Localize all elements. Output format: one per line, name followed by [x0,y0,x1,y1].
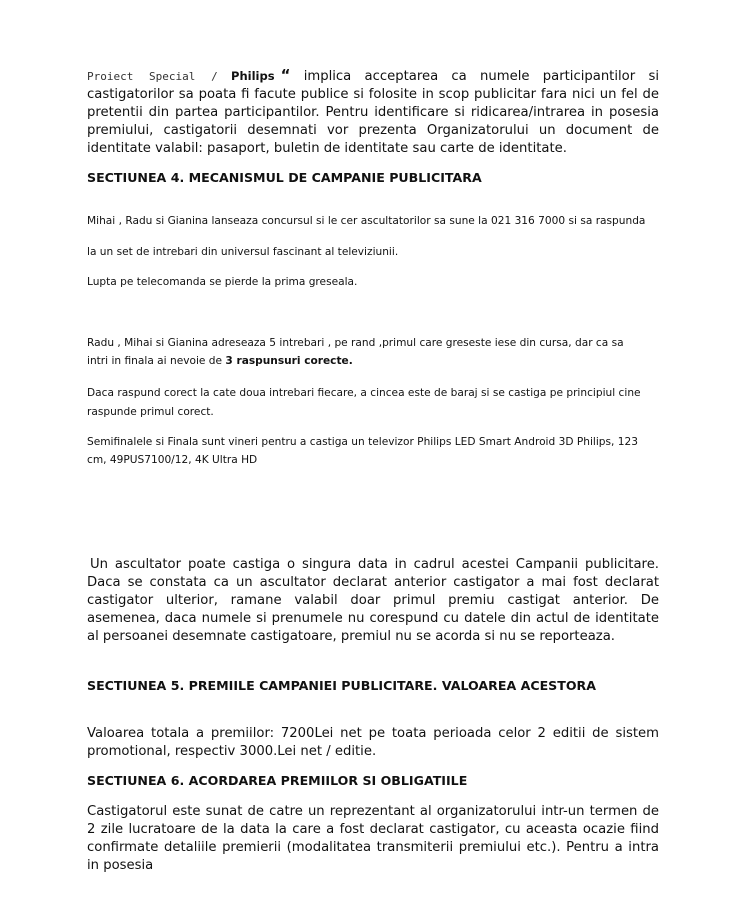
section5-heading: SECTIUNEA 5. PREMIILE CAMPANIEI PUBLICITARE. VALOAREA ACESTORA [87,678,596,693]
intro-paragraph [87,66,659,158]
section4-heading-wrap [87,169,659,187]
section5-paragraph [87,725,659,761]
section4-p4-main: Radu , Mihai si Gianina adreseaza 5 intrebari , pe rand ,primul care greseste iese din cursa, dar ca sa intri in finala ai nevoie de [87,337,624,367]
section4-paragraph-6 [87,433,652,469]
section4-p4 [87,334,647,370]
section4-p4-bold: 3 raspunsuri corecte. [225,355,353,367]
section4-p7: Un ascultator poate castiga o singura data in cadrul acestei Campanii publicitare. Daca se constata ca un ascultator declarat anterior castigator a mai fost declarat castigator ulterior, ramane valabil doar primul premiu castigat anterior. De asemenea, daca numele si prenumele nu corespund cu datele din actul de identitate al persoanei desemnate castigatoare, premiul nu se acorda si nu se reporteaza. [87,557,659,644]
section4-p5: Daca raspund corect la cate doua intrebari fiecare, a cincea este de baraj si se castiga pe principiul cine raspunde primul corect. [87,387,641,418]
section6-heading: SECTIUNEA 6. ACORDAREA PREMIILOR SI OBLIGATIILE [87,773,468,788]
section4-line-2 [87,244,659,260]
section4-line-3 [87,274,659,290]
intro-text [87,66,659,158]
section4-heading: SECTIUNEA 4. MECANISMUL DE CAMPANIE PUBLICITARA [87,170,482,185]
section6-p1: Castigatorul este sunat de catre un reprezentant al organizatorului intr-un termen de 2 zile lucratoare de la data la care a fost declarat castigator, cu aceasta ocazie fiind confirmate detaliile premierii (modalitatea transmiterii premiului etc.). Pentru a intra in posesia [87,804,659,873]
section4-line-1 [87,213,667,229]
section4-p3: Lupta pe telecomanda se pierde la prima greseala. [87,276,358,288]
project-label: Proiect Special / [87,70,218,83]
section6-heading-wrap [87,772,659,790]
intro-body: implica acceptarea ca numele participantilor si castigatorilor sa poata fi facute publice si folosite in scop publicitar fara nici un fel de pretentii din partea participantilor. Pentru identificare si ridicarea/intrarea in posesia premiului, castigatorii desemnati vor prezenta Organizatorului un document de identitate valabil: pasaport, buletin de identitate sau carte de identitate. [87,69,659,156]
section4-paragraph-4 [87,334,647,370]
section4-p6: Semifinalele si Finala sunt vineri pentru a castiga un televizor Philips LED Smart Android 3D Philips, 123 cm, 49PUS7100/12, 4K Ultra HD [87,436,638,466]
section6-paragraph [87,803,659,875]
section4-p2: la un set de intrebari din universul fascinant al televiziunii. [87,246,399,258]
section4-paragraph-5 [87,384,657,422]
brand-name: Philips [231,69,275,83]
section4-paragraph-7 [87,556,659,646]
section5-p1: Valoarea totala a premiilor: 7200Lei net pe toata perioada celor 2 editii de sistem promotional, respectiv 3000.Lei net / editie. [87,726,659,759]
quote-mark: “ [280,66,291,84]
section5-heading-wrap [87,677,659,695]
section4-p1: Mihai , Radu si Gianina lanseaza concursul si le cer ascultatorilor sa sune la 021 316 7000 si sa raspunda [87,215,646,227]
